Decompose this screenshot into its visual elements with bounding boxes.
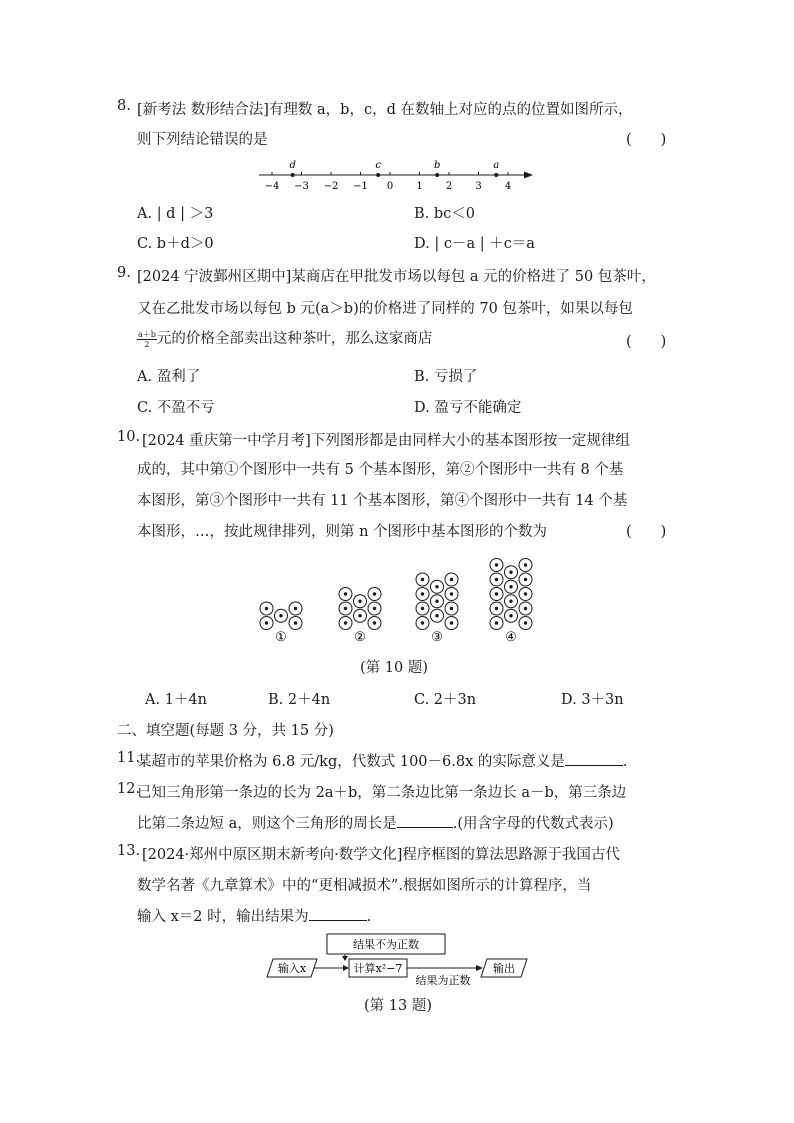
basic-shape-dot xyxy=(265,621,268,624)
basic-shape-dot xyxy=(344,607,347,610)
basic-shape-dot xyxy=(421,621,424,624)
q12-stem-line1: 已知三角形第一条边的长为 2a＋b，第二条边比第一条边长 a－b，第三条边 xyxy=(137,785,627,801)
q8-number-line xyxy=(255,155,545,193)
basic-shape-dot xyxy=(373,621,376,624)
number-line-tick-label: 4 xyxy=(504,181,512,192)
flow-input-label: 输入x xyxy=(277,962,307,975)
q10-figure-label-4: ④ xyxy=(505,630,517,645)
basic-shape-dot xyxy=(373,607,376,610)
q9-option-a[interactable]: A. 盈利了 xyxy=(137,369,201,385)
number-line-tick-label: 0 xyxy=(386,181,394,192)
q10-figure-label-1: ① xyxy=(275,630,287,645)
number-line-tick-label: −1 xyxy=(353,181,368,192)
number-line-point-d xyxy=(291,173,295,177)
q13-flowchart xyxy=(265,930,530,988)
basic-shape-dot xyxy=(450,607,453,610)
number-line-point-c xyxy=(376,173,380,177)
basic-shape-dot xyxy=(435,585,438,588)
basic-shape-dot xyxy=(421,592,424,595)
section-2-title: 二、填空题(每题 3 分，共 15 分) xyxy=(117,723,334,739)
q11-answer-blank[interactable] xyxy=(565,753,623,766)
basic-shape-dot xyxy=(344,621,347,624)
q10-option-d[interactable]: D. 3＋3n xyxy=(561,692,624,708)
q8-option-b[interactable]: B. bc＜0 xyxy=(414,206,476,222)
flow-compute-label: 计算x²−7 xyxy=(353,962,403,975)
q10-figure-label-3: ③ xyxy=(431,630,443,645)
basic-shape-dot xyxy=(435,600,438,603)
number-line-tick-label: −4 xyxy=(264,181,280,192)
basic-shape-dot xyxy=(509,585,512,588)
basic-shape-dot xyxy=(344,592,347,595)
q9-answer-paren: ( ) xyxy=(626,334,667,350)
q8-stem-line2: 则下列结论错误的是 xyxy=(137,132,268,148)
basic-shape-dot xyxy=(509,614,512,617)
number-line-point-label-b: b xyxy=(433,160,441,171)
q10-option-b[interactable]: B. 2＋4n xyxy=(268,692,331,708)
q8-option-c[interactable]: C. b＋d＞0 xyxy=(137,236,214,252)
basic-shape-dot xyxy=(495,563,498,566)
q10-stem-line2: 成的，其中第①个图形中一共有 5 个基本图形，第②个图形中一共有 8 个基 xyxy=(137,462,624,478)
flow-not-positive-label: 结果不为正数 xyxy=(353,938,419,951)
q10-stem-line4: 本图形，…，按此规律排列，则第 n 个图形中基本图形的个数为 xyxy=(137,524,548,540)
basic-shape-dot xyxy=(421,578,424,581)
q12-answer-blank[interactable] xyxy=(397,815,453,828)
q10-answer-paren: ( ) xyxy=(626,524,667,540)
basic-shape-dot xyxy=(524,563,527,566)
q11-number: 11. xyxy=(117,750,141,766)
basic-shape-dot xyxy=(450,578,453,581)
number-line-point-label-d: d xyxy=(289,160,296,171)
basic-shape-dot xyxy=(524,607,527,610)
number-line-point-a xyxy=(494,173,498,177)
q10-stem-line1: [2024 重庆第一中学月考]下列图形都是由同样大小的基本图形按一定规律组 xyxy=(142,433,630,449)
basic-shape-dot xyxy=(294,607,297,610)
flow-positive-label: 结果为正数 xyxy=(415,974,471,987)
basic-shape-dot xyxy=(524,621,527,624)
basic-shape-dot xyxy=(509,600,512,603)
q8-option-a[interactable]: A. | d | ＞3 xyxy=(137,206,214,222)
basic-shape-dot xyxy=(524,592,527,595)
q10-option-a[interactable]: A. 1＋4n xyxy=(145,692,207,708)
number-line-tick-label: 3 xyxy=(475,181,482,192)
q8-option-d[interactable]: D. | c－a | ＋c＝a xyxy=(414,236,535,252)
q13-stem-line1: [2024·郑州中原区期末新考向·数学文化]程序框图的算法思路源于我国古代 xyxy=(142,847,620,863)
basic-shape-dot xyxy=(358,614,361,617)
q13-answer-blank[interactable] xyxy=(309,908,367,921)
q9-stem-line3: $\frac{a+b}{2}$ 元的价格全部卖出这种茶叶，那么这家商店 xyxy=(138,329,433,349)
basic-shape-dot xyxy=(495,621,498,624)
basic-shape-dot xyxy=(265,607,268,610)
q10-caption: (第 10 题) xyxy=(360,660,428,676)
q10-number: 10. xyxy=(117,429,141,445)
q9-stem-line1: [2024 宁波鄞州区期中]某商店在甲批发市场以每包 a 元的价格进了 50 包茶叶， xyxy=(137,269,656,285)
basic-shape-dot xyxy=(421,607,424,610)
q9-option-d[interactable]: D. 盈亏不能确定 xyxy=(414,400,522,416)
number-line-tick-label: 2 xyxy=(445,181,453,192)
number-line-point-label-a: a xyxy=(493,160,500,171)
basic-shape-dot xyxy=(435,614,438,617)
q10-pattern-figures xyxy=(250,543,550,648)
basic-shape-dot xyxy=(495,578,498,581)
q12-number: 12. xyxy=(117,781,141,797)
basic-shape-dot xyxy=(279,614,282,617)
basic-shape-dot xyxy=(294,621,297,624)
q9-option-b[interactable]: B. 亏损了 xyxy=(414,369,478,385)
basic-shape-dot xyxy=(450,592,453,595)
basic-shape-dot xyxy=(373,592,376,595)
q13-stem-line3: 输入 x＝2 时，输出结果为 . xyxy=(137,909,372,925)
number-line-point-b xyxy=(435,173,439,177)
q9-stem-line2: 又在乙批发市场以每包 b 元(a＞b)的价格进了同样的 70 包茶叶，如果以每包 xyxy=(137,301,633,317)
flow-output-label: 输出 xyxy=(493,962,515,975)
q9-option-c[interactable]: C. 不盈不亏 xyxy=(137,400,215,416)
q8-answer-paren: ( ) xyxy=(626,132,667,148)
number-line-tick-label: −3 xyxy=(294,181,309,192)
q13-number: 13. xyxy=(117,843,141,859)
q9-number: 9. xyxy=(117,265,131,281)
q12-stem-line2: 比第二条边短 a，则这个三角形的周长是 .(用含字母的代数式表示) xyxy=(137,816,614,832)
basic-shape-dot xyxy=(358,600,361,603)
q10-figure-label-2: ② xyxy=(354,630,366,645)
number-line-tick-label: 1 xyxy=(416,181,423,192)
q10-option-c[interactable]: C. 2＋3n xyxy=(414,692,477,708)
q11-stem: 某超市的苹果价格为 6.8 元/kg，代数式 100－6.8x 的实际意义是 . xyxy=(137,754,628,770)
q8-number: 8. xyxy=(117,98,131,114)
q13-stem-line2: 数学名著《九章算术》中的“更相减损术”.根据如图所示的计算程序，当 xyxy=(137,878,592,894)
q13-caption: (第 13 题) xyxy=(364,998,432,1014)
q8-stem-line1: [新考法 数形结合法]有理数 a，b，c，d 在数轴上对应的点的位置如图所示， xyxy=(137,102,633,118)
number-line-tick-label: −2 xyxy=(323,181,339,192)
basic-shape-dot xyxy=(450,621,453,624)
basic-shape-dot xyxy=(509,571,512,574)
q10-stem-line3: 本图形，第③个图形中一共有 11 个基本图形，第④个图形中一共有 14 个基 xyxy=(137,493,628,509)
basic-shape-dot xyxy=(495,592,498,595)
basic-shape-dot xyxy=(524,578,527,581)
q9-fraction: $\frac{a+b}{2}$ xyxy=(138,329,156,349)
basic-shape-dot xyxy=(495,607,498,610)
number-line-point-label-c: c xyxy=(375,160,382,171)
